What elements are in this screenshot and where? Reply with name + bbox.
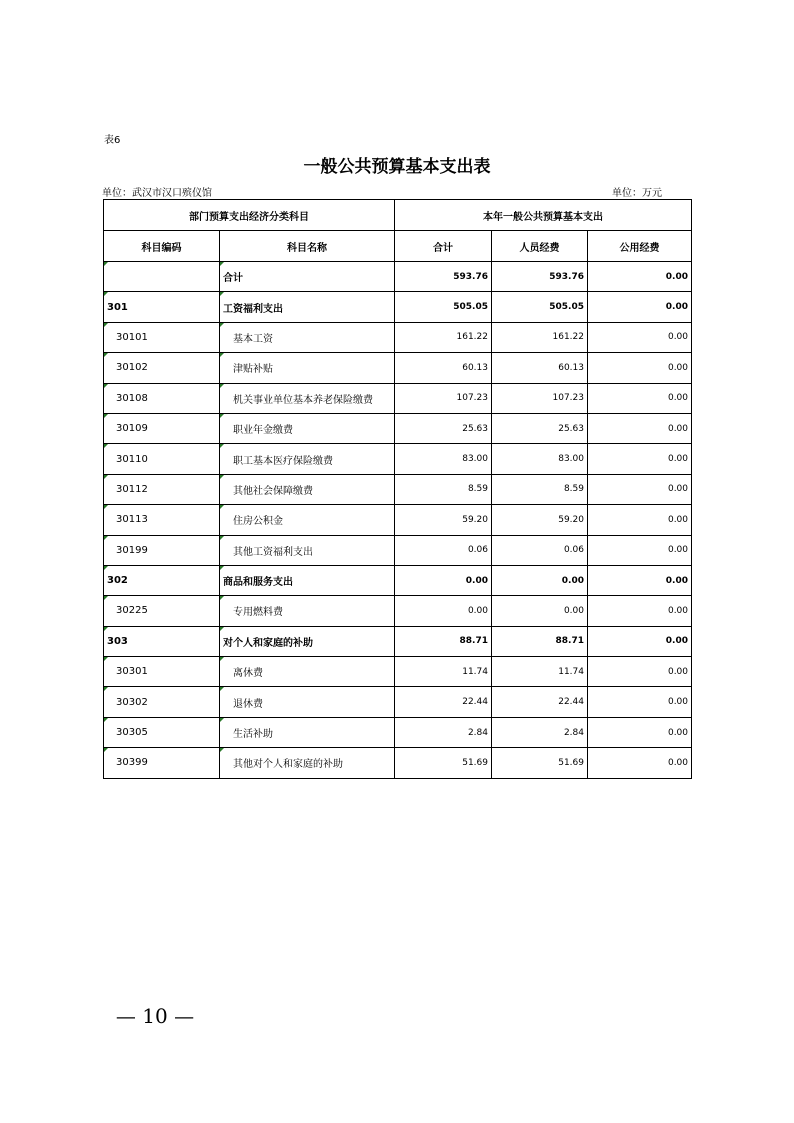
row-code: 30110 — [104, 444, 220, 474]
row-name: 职业年金缴费 — [220, 413, 395, 443]
row-name: 机关事业单位基本养老保险缴费 — [220, 383, 395, 413]
table-row — [104, 565, 692, 595]
row-public: 0.00 — [588, 444, 692, 474]
row-public: 0.00 — [588, 413, 692, 443]
table-row — [104, 322, 692, 352]
row-personnel: 107.23 — [492, 383, 588, 413]
row-code: 30108 — [104, 383, 220, 413]
row-name: 工资福利支出 — [220, 292, 395, 322]
row-personnel: 0.06 — [492, 535, 588, 565]
row-code: 30305 — [104, 717, 220, 747]
row-code: 30199 — [104, 535, 220, 565]
row-personnel: 22.44 — [492, 687, 588, 717]
row-name: 专用燃料费 — [220, 596, 395, 626]
row-total: 25.63 — [395, 413, 492, 443]
row-personnel: 0.00 — [492, 565, 588, 595]
header-public: 公用经费 — [588, 231, 692, 262]
row-public: 0.00 — [588, 626, 692, 656]
row-code: 30101 — [104, 322, 220, 352]
row-total: 22.44 — [395, 687, 492, 717]
row-personnel: 161.22 — [492, 322, 588, 352]
table-row — [104, 505, 692, 535]
table-row — [104, 262, 692, 292]
row-total: 593.76 — [395, 262, 492, 292]
row-public: 0.00 — [588, 353, 692, 383]
row-public: 0.00 — [588, 748, 692, 778]
row-code: 30225 — [104, 596, 220, 626]
unit-currency: 单位：万元 — [612, 188, 662, 199]
row-total: 51.69 — [395, 748, 492, 778]
table-row — [104, 626, 692, 656]
row-code: 301 — [104, 292, 220, 322]
row-personnel: 0.00 — [492, 596, 588, 626]
row-total: 0.06 — [395, 535, 492, 565]
row-public: 0.00 — [588, 262, 692, 292]
row-name: 津贴补贴 — [220, 353, 395, 383]
row-total: 11.74 — [395, 657, 492, 687]
row-public: 0.00 — [588, 383, 692, 413]
row-public: 0.00 — [588, 596, 692, 626]
row-public: 0.00 — [588, 687, 692, 717]
row-code: 30301 — [104, 657, 220, 687]
row-personnel: 59.20 — [492, 505, 588, 535]
table-row — [104, 383, 692, 413]
table-row — [104, 717, 692, 747]
row-name: 离休费 — [220, 657, 395, 687]
row-public: 0.00 — [588, 657, 692, 687]
table-row — [104, 413, 692, 443]
row-total: 88.71 — [395, 626, 492, 656]
row-code — [104, 262, 220, 292]
row-name: 商品和服务支出 — [220, 565, 395, 595]
row-personnel: 11.74 — [492, 657, 588, 687]
row-code: 30112 — [104, 474, 220, 504]
row-code: 30399 — [104, 748, 220, 778]
row-public: 0.00 — [588, 292, 692, 322]
table-row — [104, 687, 692, 717]
table-row — [104, 748, 692, 778]
row-total: 8.59 — [395, 474, 492, 504]
row-total: 59.20 — [395, 505, 492, 535]
row-name: 其他工资福利支出 — [220, 535, 395, 565]
row-total: 83.00 — [395, 444, 492, 474]
header-code: 科目编码 — [104, 231, 220, 262]
table-row — [104, 474, 692, 504]
row-code: 30113 — [104, 505, 220, 535]
row-total: 505.05 — [395, 292, 492, 322]
row-name: 住房公积金 — [220, 505, 395, 535]
row-personnel: 60.13 — [492, 353, 588, 383]
row-code: 30102 — [104, 353, 220, 383]
row-personnel: 83.00 — [492, 444, 588, 474]
row-total: 161.22 — [395, 322, 492, 352]
table-row — [104, 292, 692, 322]
row-code: 302 — [104, 565, 220, 595]
row-personnel: 593.76 — [492, 262, 588, 292]
row-public: 0.00 — [588, 505, 692, 535]
table-row — [104, 596, 692, 626]
row-total: 2.84 — [395, 717, 492, 747]
table-row — [104, 444, 692, 474]
row-name: 合计 — [220, 262, 395, 292]
row-personnel: 88.71 — [492, 626, 588, 656]
row-public: 0.00 — [588, 717, 692, 747]
row-name: 基本工资 — [220, 322, 395, 352]
row-total: 0.00 — [395, 565, 492, 595]
row-personnel: 8.59 — [492, 474, 588, 504]
row-name: 其他社会保障缴费 — [220, 474, 395, 504]
budget-table — [103, 199, 692, 779]
row-total: 0.00 — [395, 596, 492, 626]
row-name: 生活补助 — [220, 717, 395, 747]
page-number: — 10 — — [115, 1004, 195, 1028]
row-personnel: 25.63 — [492, 413, 588, 443]
unit-organization: 单位：武汉市汉口殡仪馆 — [102, 188, 212, 199]
row-name: 职工基本医疗保险缴费 — [220, 444, 395, 474]
row-public: 0.00 — [588, 474, 692, 504]
row-code: 30109 — [104, 413, 220, 443]
row-total: 60.13 — [395, 353, 492, 383]
row-code: 30302 — [104, 687, 220, 717]
row-name: 退休费 — [220, 687, 395, 717]
row-public: 0.00 — [588, 565, 692, 595]
header-group-row — [104, 200, 692, 231]
table-number: 表6 — [104, 135, 121, 146]
row-public: 0.00 — [588, 535, 692, 565]
row-total: 107.23 — [395, 383, 492, 413]
row-public: 0.00 — [588, 322, 692, 352]
row-name: 对个人和家庭的补助 — [220, 626, 395, 656]
header-name: 科目名称 — [220, 231, 395, 262]
row-personnel: 2.84 — [492, 717, 588, 747]
row-code: 303 — [104, 626, 220, 656]
header-classification: 部门预算支出经济分类科目 — [104, 200, 395, 231]
row-name: 其他对个人和家庭的补助 — [220, 748, 395, 778]
header-column-row — [104, 231, 692, 262]
header-expenditure: 本年一般公共预算基本支出 — [395, 200, 692, 231]
row-personnel: 51.69 — [492, 748, 588, 778]
header-total: 合计 — [395, 231, 492, 262]
row-personnel: 505.05 — [492, 292, 588, 322]
table-row — [104, 657, 692, 687]
header-personnel: 人员经费 — [492, 231, 588, 262]
table-row — [104, 353, 692, 383]
page-title: 一般公共预算基本支出表 — [303, 157, 491, 177]
table-row — [104, 535, 692, 565]
